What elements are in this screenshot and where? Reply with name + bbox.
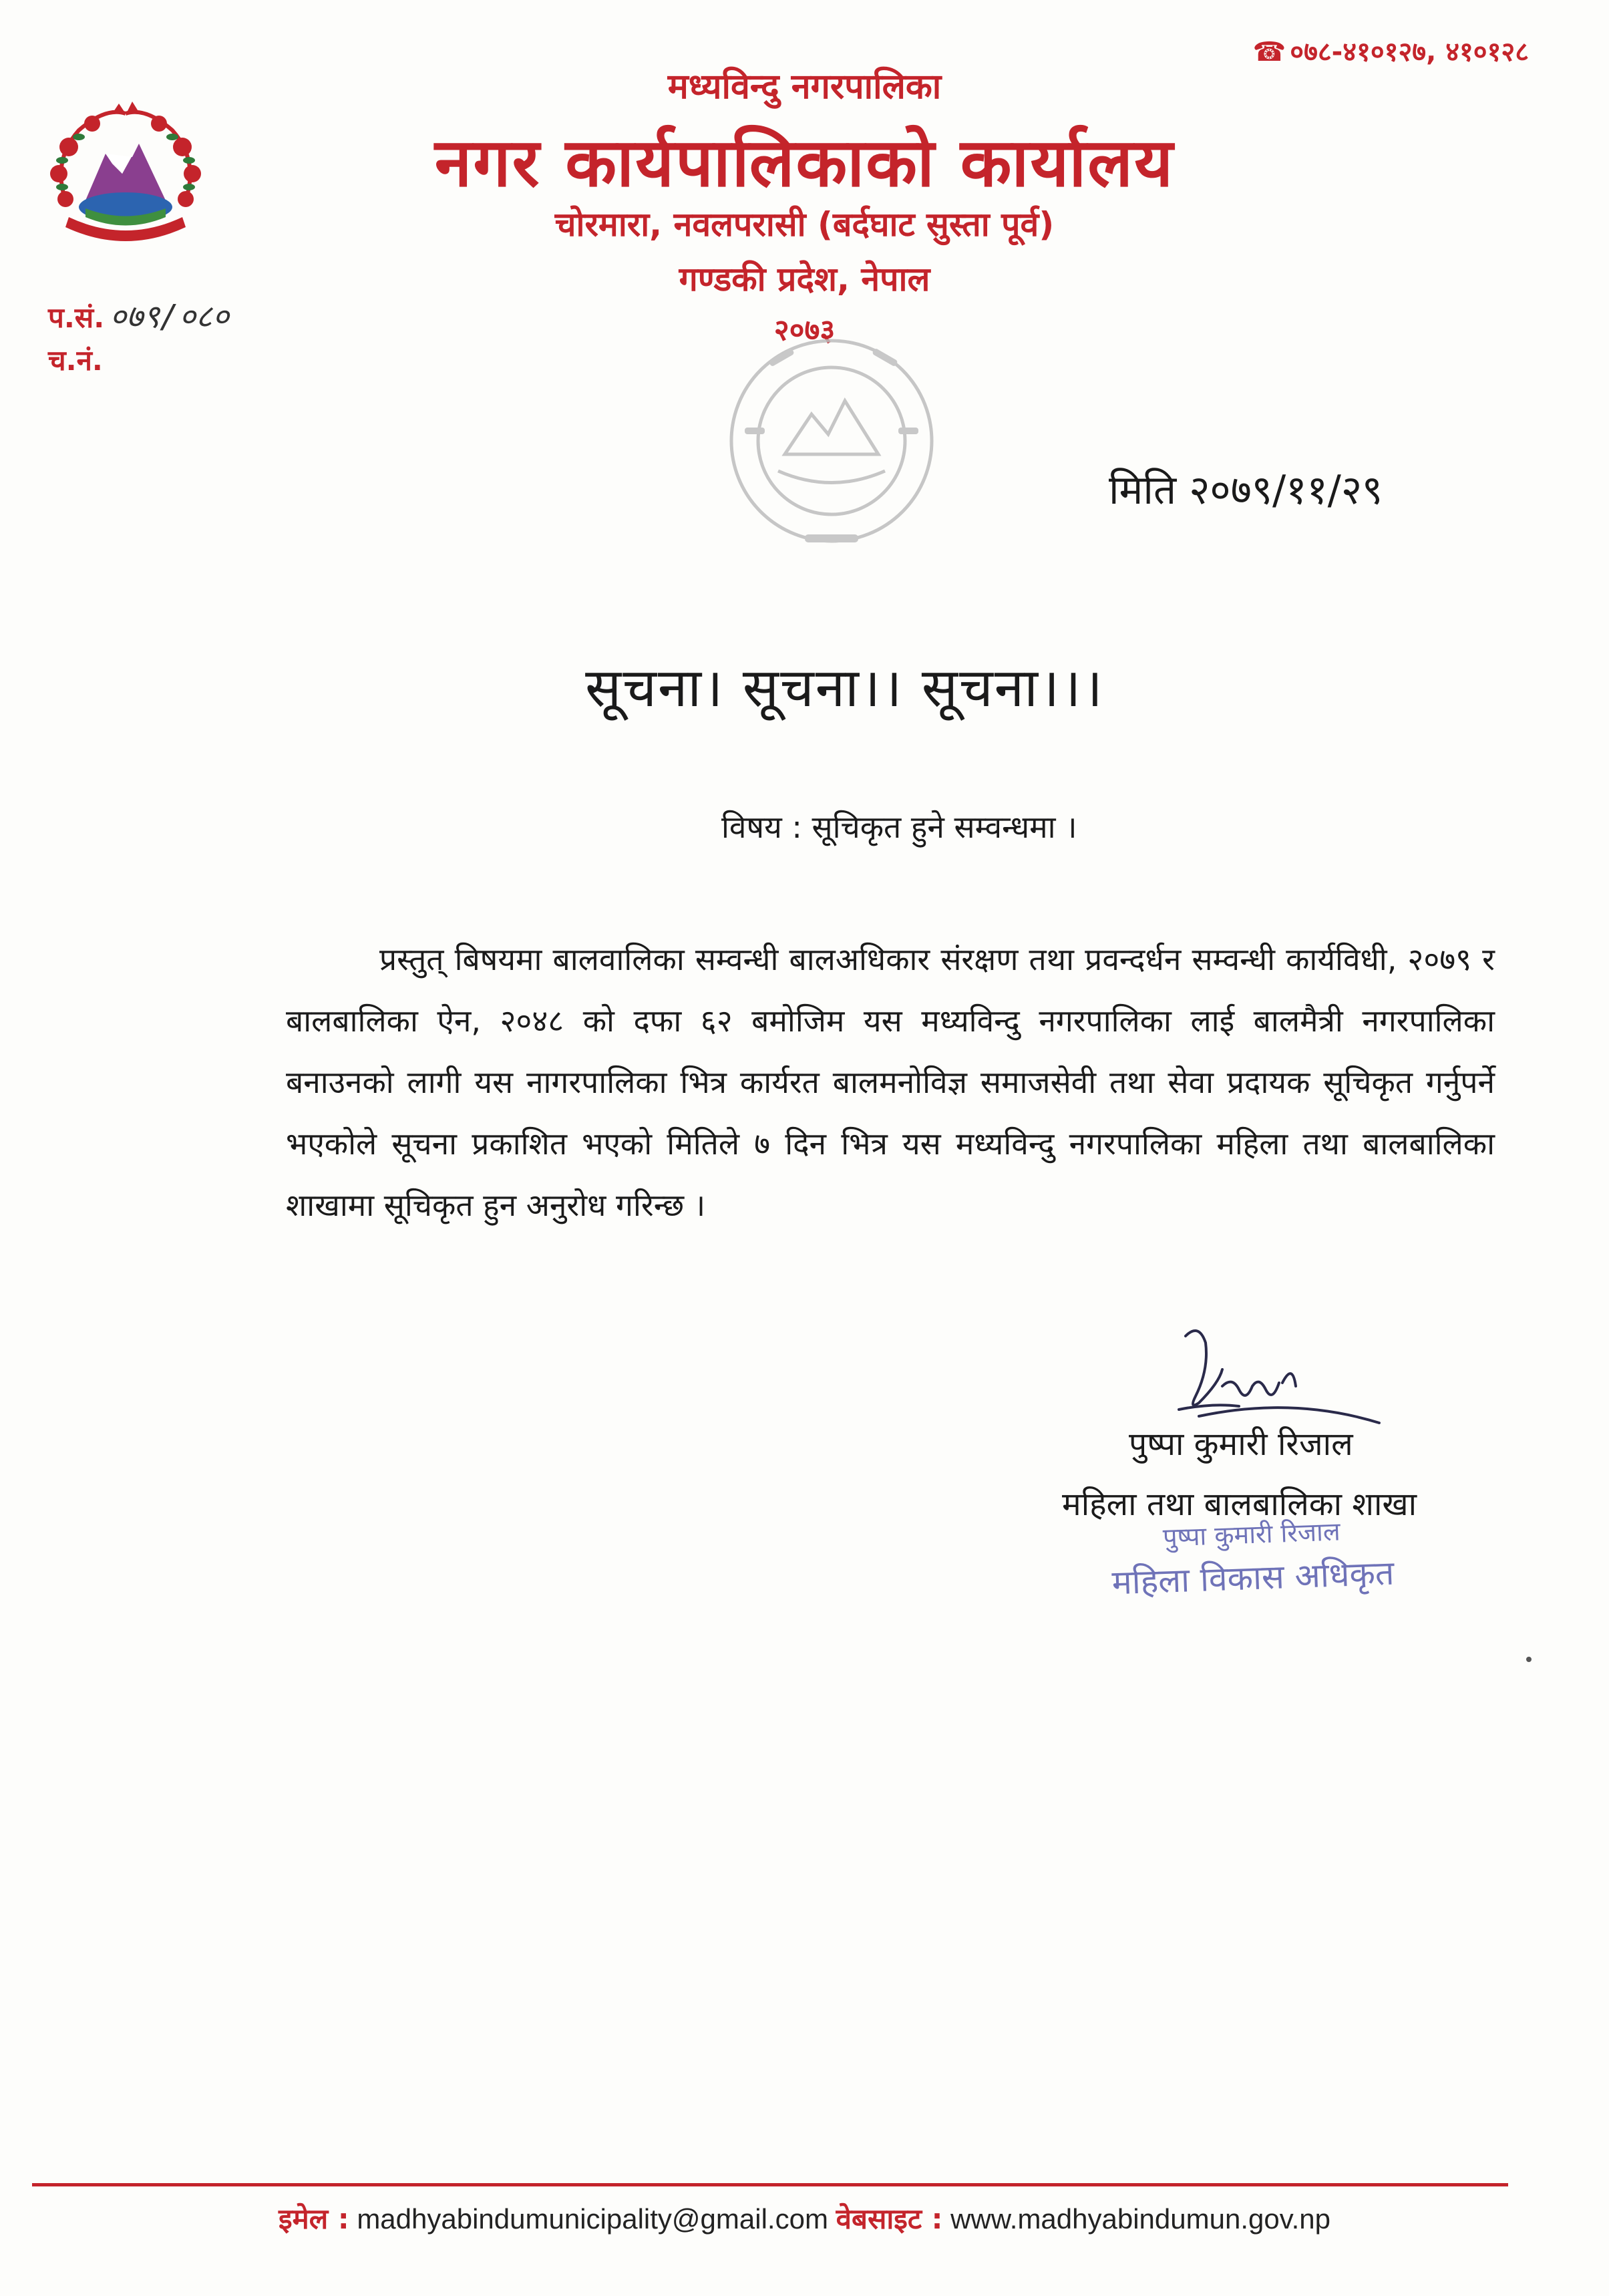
notice-body: प्रस्तुत् बिषयमा बालवालिका सम्वन्धी बालअधिकार संरक्षण तथा प्रवन्दर्धन सम्वन्धी कार्यविधी, २०७९ र बालबालिका ऐन, २०४८ को दफा ६२ बमोजिम यस मध्यविन्दु नगरपालिका लाई बालमैत्री नगरपालिका बनाउनको लागी यस नागरपालिका भित्र कार्यरत बालमनोविज्ञ समाजसेवी तथा सेवा प्रदायक सूचिकृत गर्नुपर्ने भएकोले सूचना प्रकाशित भएको मितिले ७ दिन भित्र यस मध्यविन्दु नगरपालिका महिला तथा बालबालिका शाखामा सूचिकृत हुन अनुरोध गरिन्छ । [286,941,1495,1223]
ps-label: प.सं. [48,301,105,334]
office-address: चोरमारा, नवलपरासी (बर्दघाट सुस्ता पूर्व) [554,205,1055,244]
stamp-name: पुष्पा कुमारी रिजाल [1162,1516,1341,1552]
stamp-title: महिला विकास अधिकृत [1111,1553,1395,1603]
phone-number: ०७८-४१०१२७, ४१०१२८ [1290,37,1529,67]
office-title: नगर कार्यपालिकाको कार्यालय [434,124,1175,202]
footer-divider [32,2183,1508,2186]
signatory-name: पुष्पा कुमारी रिजाल [1129,1426,1353,1463]
reference-cn [48,341,103,379]
office-seal-icon [705,314,958,581]
reference-ps [48,294,229,337]
cn-label: च.नं. [48,344,103,377]
notice-date: मिति २०७९/११/२९ [1109,467,1383,514]
official-stamp [1094,1511,1411,1605]
ps-value: ०७९/०८० [110,298,229,335]
scan-speck [1526,1657,1532,1662]
email-link[interactable]: madhyabindumunicipality@gmail.com [357,2203,828,2235]
municipality-name: मध्यविन्दु नगरपालिका [667,67,942,107]
office-province: गण्डकी प्रदेश, नेपाल [679,260,930,299]
website-link[interactable]: www.madhyabindumun.gov.np [950,2203,1330,2235]
footer-contact [0,2199,1609,2237]
website-label: वेबसाइट : [836,2202,943,2235]
notice-title: सूचना। सूचना।। सूचना।।। [585,657,1104,719]
notice-subject: विषय : सूचिकृत हुने सम्वन्धमा । [721,809,1077,845]
signatory-department: महिला तथा बालबालिका शाखा [1062,1486,1417,1523]
established-year: २०७३ [773,313,836,347]
email-label: इमेल : [279,2202,349,2235]
telephone-icon: ☎ [1252,37,1286,67]
